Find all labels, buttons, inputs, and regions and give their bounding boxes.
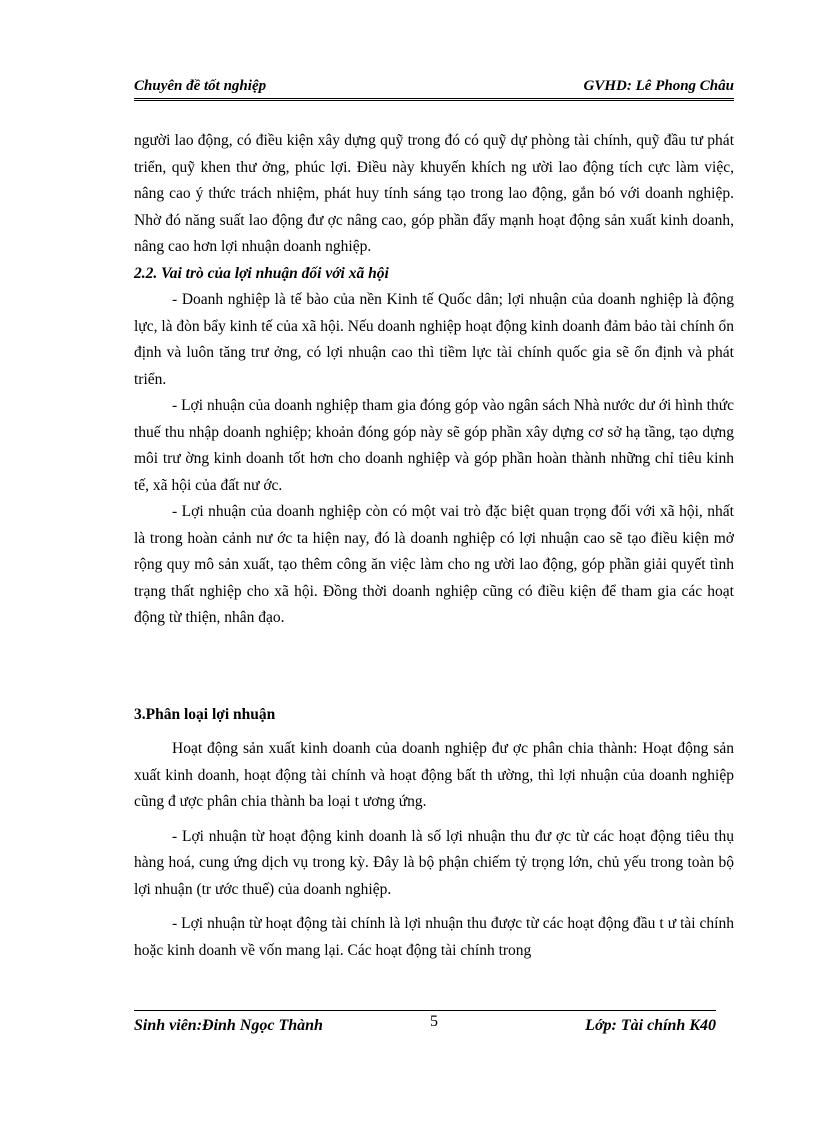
paragraph: - Lợi nhuận từ hoạt động tài chính là lợi nhuận thu được từ các hoạt động đầu t ư tài chính hoặc kinh doanh về vốn mang lại. Các hoạt động tài chính trong [134, 915, 734, 959]
header-document-type: Chuyên đề tốt nghiệp [134, 78, 267, 94]
page-body [134, 128, 734, 964]
page-footer [134, 1010, 716, 1041]
paragraph: - Doanh nghiệp là tế bào của nền Kinh tế Quốc dân; lợi nhuận của doanh nghiệp là động lực, là đòn bẩy kinh tế của xã hội. Nếu doanh nghiệp hoạt động kinh doanh đảm bảo tài chính ổn định và luôn tăng trư ởng, có lợi nhuận cao thì tiềm lực tài chính quốc gia sẽ ổn định và phát triển. [134, 291, 734, 388]
page-number: 5 [430, 1013, 438, 1030]
section-heading-3: 3.Phân loại lợi nhuận [134, 705, 276, 723]
paragraph: - Lợi nhuận của doanh nghiệp còn có một vai trò đặc biệt quan trọng đối với xã hội, nhất là trong hoàn cảnh nư ớc ta hiện nay, đó là doanh nghiệp có lợi nhuận cao sẽ tạo điều kiện mở rộng quy mô sản xuất, tạo thêm công ăn việc làm cho ng ười lao động, góp phần giải quyết tình trạng thất nghiệp cho xã hội. Đồng thời doanh nghiệp cũng có điều kiện để tham gia các hoạt động từ thiện, nhân đạo. [134, 503, 734, 626]
page-header [134, 74, 734, 101]
header-supervisor: GVHD: Lê Phong Châu [583, 78, 734, 94]
paragraph: Hoạt động sản xuất kinh doanh của doanh nghiệp đư ợc phân chia thành: Hoạt động sản xuất kinh doanh, hoạt động tài chính và hoạt động bất th ường, thì lợi nhuận của doanh nghiệp cũng đ ược phân chia thành ba loại t ương ứng. [134, 740, 734, 810]
paragraph: - Lợi nhuận từ hoạt động kinh doanh là số lợi nhuận thu đư ợc từ các hoạt động tiêu thụ hàng hoá, cung ứng dịch vụ trong kỳ. Đây là bộ phận chiếm tỷ trọng lớn, chủ yếu trong toàn bộ lợi nhuận (tr ước thuế) của doanh nghiệp. [134, 827, 734, 898]
paragraph: người lao động, có điều kiện xây dựng quỹ trong đó có quỹ dự phòng tài chính, quỹ đầu tư phát triển, quỹ khen thư ởng, phúc lợi. Điều này khuyến khích ng ười lao động tích cực làm việc, nâng cao ý thức trách nhiệm, phát huy tính sáng tạo trong lao động, gắn bó với doanh nghiệp. Nhờ đó năng suất lao động đư ợc nâng cao, góp phần đẩy mạnh hoạt động sản xuất kinh doanh, nâng cao hơn lợi nhuận doanh nghiệp. [134, 132, 734, 255]
footer-class: Lớp: Tài chính K40 [585, 1017, 716, 1034]
paragraph: - Lợi nhuận của doanh nghiệp tham gia đóng góp vào ngân sách Nhà nước dư ới hình thức thuế thu nhập doanh nghiệp; khoản đóng góp này sẽ góp phần xây dựng cơ sở hạ tầng, tạo dựng môi trư ờng kinh doanh tốt hơn cho doanh nghiệp và góp phần hoàn thành những chỉ tiêu kinh tế, xã hội của đất nư ớc. [134, 397, 734, 494]
section-heading-2-2: 2.2. Vai trò của lợi nhuận đối với xã hội [134, 264, 389, 282]
footer-student-name: Sinh viên:Đinh Ngọc Thành [134, 1017, 323, 1034]
